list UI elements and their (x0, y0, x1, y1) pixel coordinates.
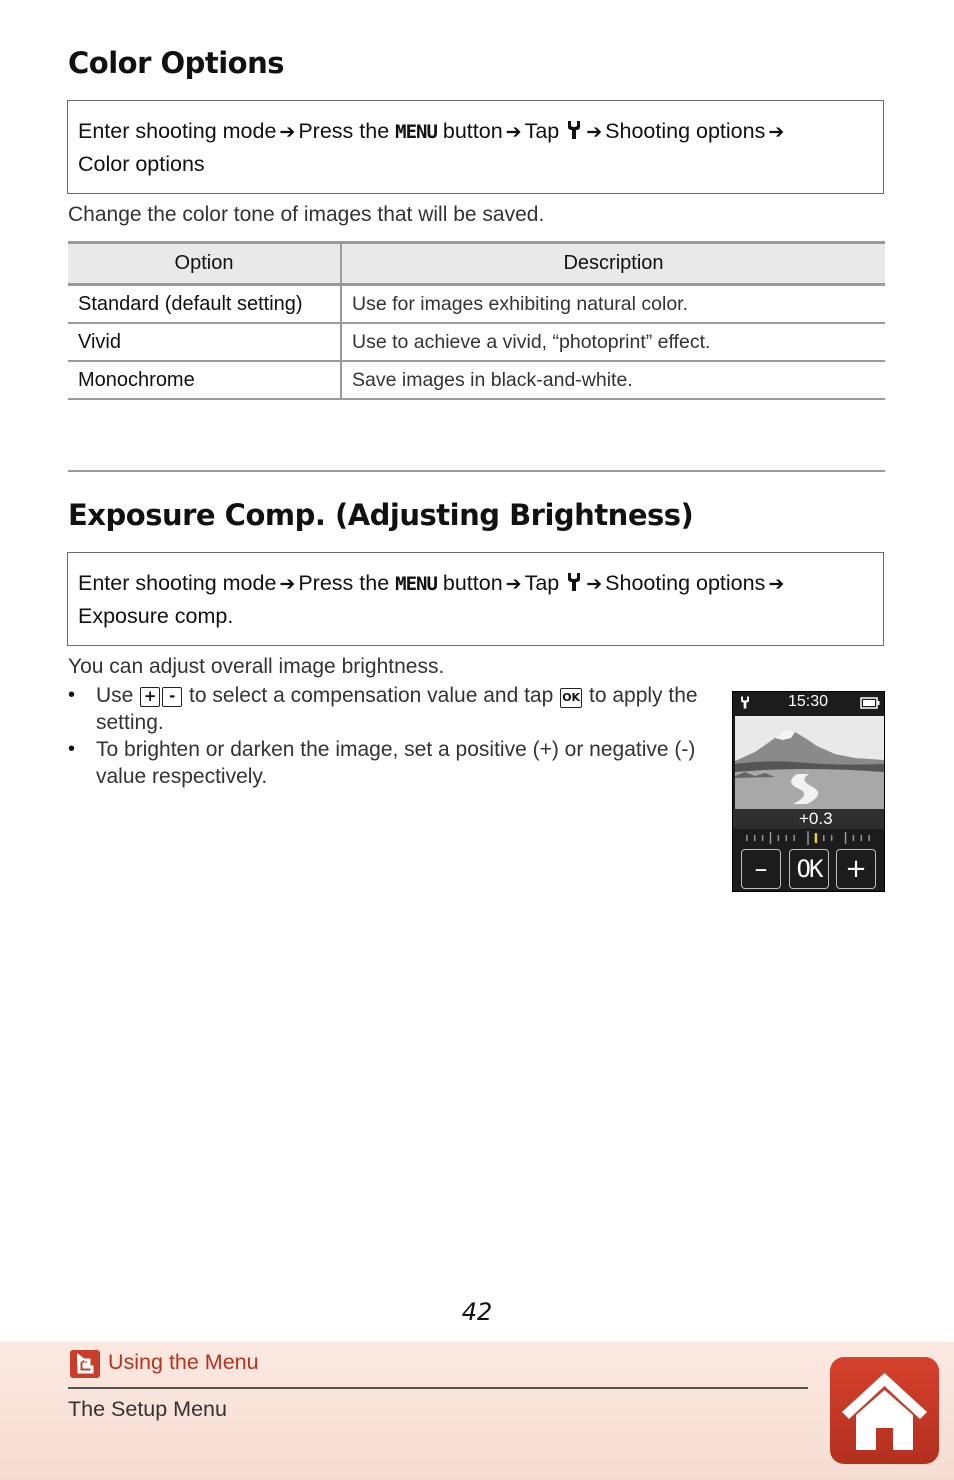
arrow-right-icon: ➔ (768, 121, 785, 143)
table-cell-description: Use for images exhibiting natural color. (341, 285, 885, 324)
exposure-value-readout: +0.3 (733, 809, 884, 829)
ok-key-icon: OK (560, 688, 582, 708)
arrow-right-icon: ➔ (586, 121, 603, 143)
bullet-icon: • (68, 684, 76, 706)
arrow-right-icon: ➔ (279, 573, 296, 595)
wrench-icon (739, 695, 751, 710)
camera-plus-button[interactable]: + (836, 849, 876, 889)
menu-button-label: MENU (395, 573, 437, 595)
table-header-description: Description (341, 243, 885, 285)
arrow-right-icon: ➔ (505, 573, 522, 595)
camera-screen-illustration (732, 691, 885, 892)
list-item: • Use + - to select a compensation value and tap OK to apply the setting. (68, 684, 698, 734)
wrench-icon (565, 572, 583, 592)
menu-path-box-color: Enter shooting mode ➔ Press the MENU button ➔ Tap ➔ Shooting options ➔ Color options (67, 100, 884, 194)
table-row (68, 323, 885, 361)
camera-status-bar (733, 692, 884, 714)
table-cell-description: Use to achieve a vivid, “photoprint” effect. (341, 323, 885, 361)
table-header-option: Option (68, 243, 341, 285)
footer-chapter-link[interactable]: Using the Menu (108, 1350, 259, 1374)
camera-minus-button[interactable]: – (741, 849, 781, 889)
camera-ok-button[interactable]: OK (789, 849, 829, 889)
color-options-intro: Change the color tone of images that will be saved. (68, 203, 545, 226)
menu-button-label: MENU (395, 121, 437, 143)
arrow-right-icon: ➔ (768, 573, 785, 595)
arrow-right-icon: ➔ (279, 121, 296, 143)
table-cell-option: Vivid (68, 323, 341, 361)
section-title-exposure-comp: Exposure Comp. (Adjusting Brightness) (68, 498, 694, 532)
bullet-icon: • (68, 738, 76, 760)
exposure-intro: You can adjust overall image brightness. (68, 655, 445, 678)
table-row (68, 285, 885, 324)
footer-divider (68, 1387, 808, 1389)
menu-path-box-exposure: Enter shooting mode ➔ Press the MENU button ➔ Tap ➔ Shooting options ➔ Exposure comp. (67, 552, 884, 646)
back-arrow-icon[interactable] (70, 1350, 100, 1378)
back-arrow-icon-glyph (70, 1350, 100, 1378)
section-divider (68, 470, 885, 472)
table-header-row (68, 243, 885, 285)
wrench-icon (565, 120, 583, 140)
home-icon (830, 1357, 939, 1464)
arrow-right-icon: ➔ (505, 121, 522, 143)
arrow-right-icon: ➔ (586, 573, 603, 595)
section-title-color-options: Color Options (68, 46, 285, 80)
table-cell-option: Standard (default setting) (68, 285, 341, 324)
exposure-bullet-list (68, 682, 698, 790)
page-number: 42 (461, 1298, 493, 1326)
plus-key-icon: + (140, 687, 160, 707)
color-options-table (68, 241, 885, 400)
minus-key-icon: - (162, 687, 182, 707)
table-cell-option: Monochrome (68, 361, 341, 399)
battery-icon (860, 697, 880, 709)
landscape-preview-image (735, 716, 884, 810)
home-button[interactable] (830, 1357, 939, 1464)
table-cell-description: Save images in black-and-white. (341, 361, 885, 399)
camera-time: 15:30 (788, 693, 829, 710)
list-item: • To brighten or darken the image, set a positive (+) or negative (-) value respectively. (68, 738, 696, 788)
table-row (68, 361, 885, 399)
exposure-scale-slider[interactable] (733, 829, 884, 847)
footer-section-label: The Setup Menu (68, 1397, 227, 1421)
